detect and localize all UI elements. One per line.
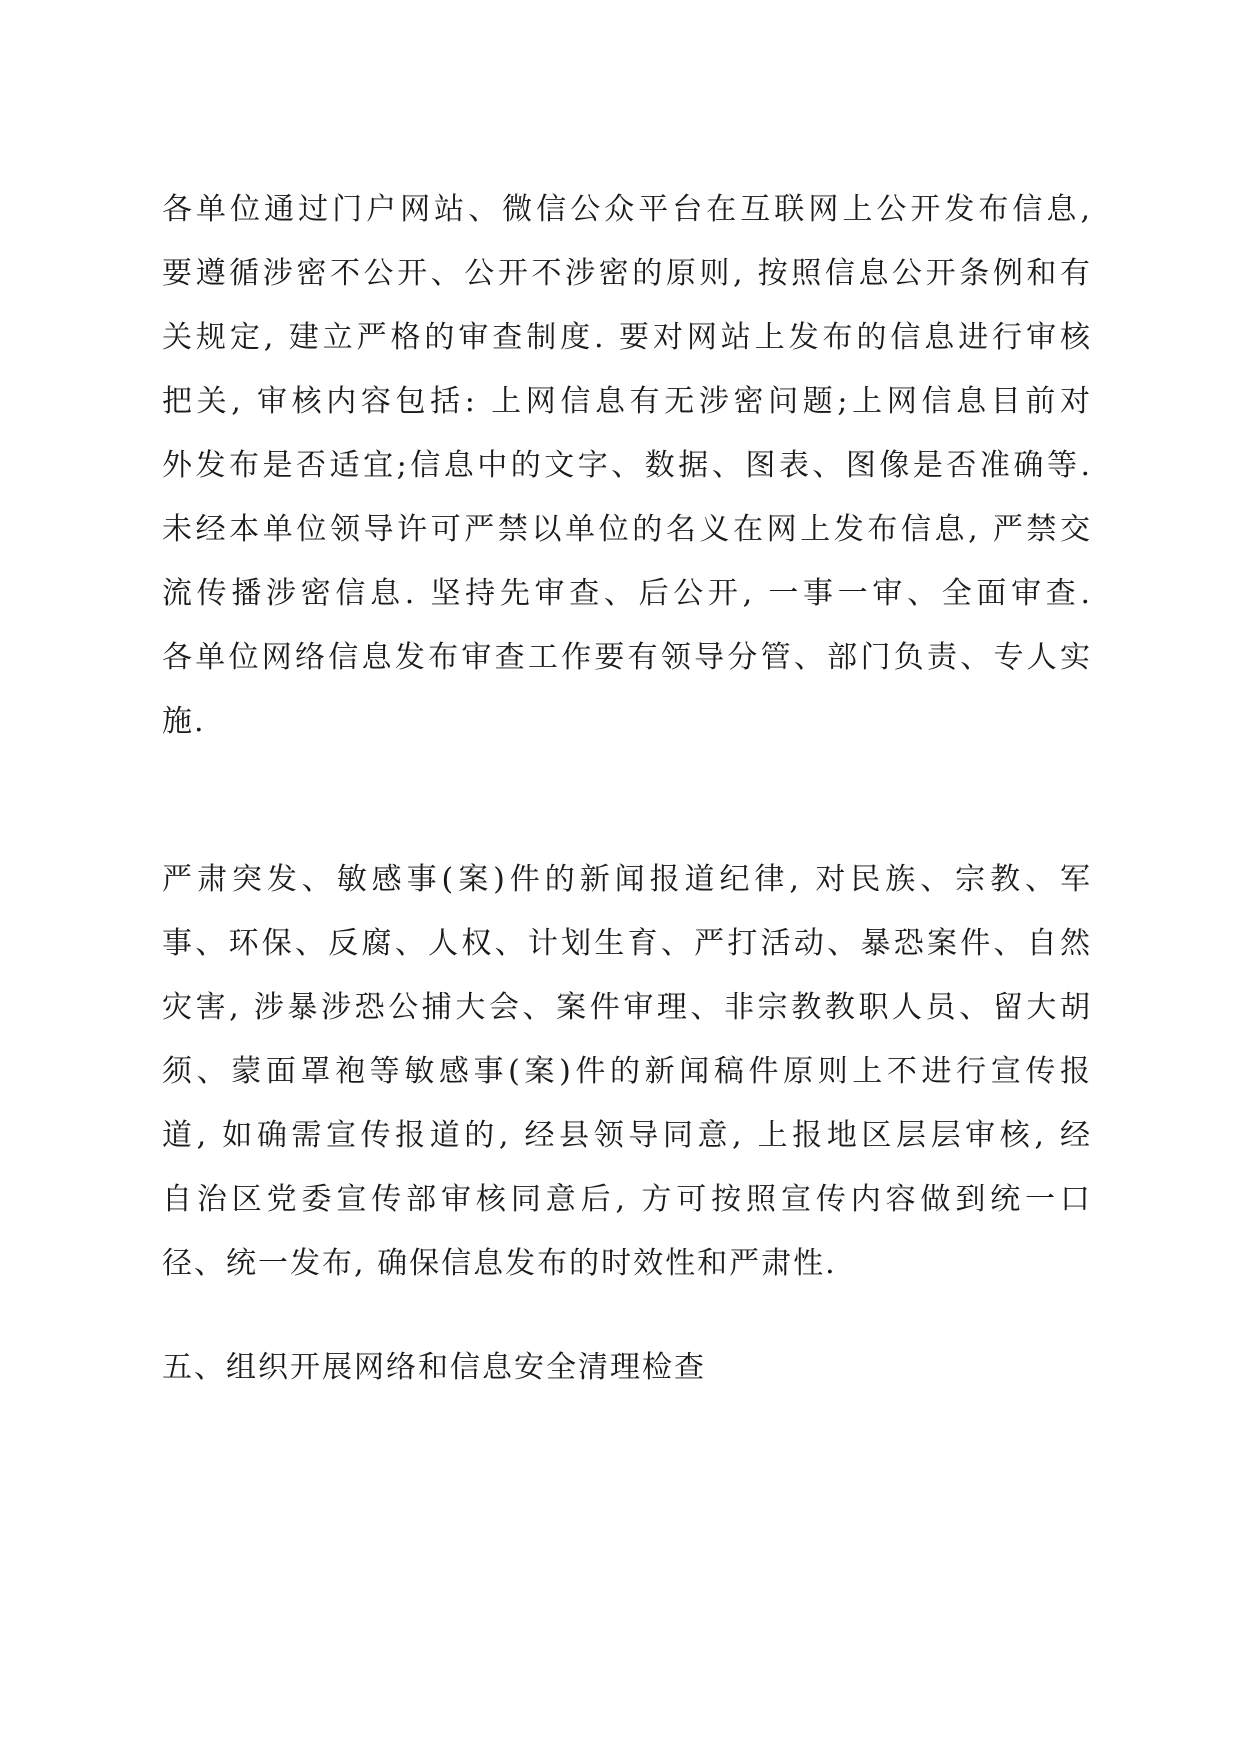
paragraph-line: 流传播涉密信息. 坚持先审查、后公开, 一事一审、全面审查. bbox=[162, 576, 1092, 611]
paragraph-line: 外发布是否适宜;信息中的文字、数据、图表、图像是否准确等. bbox=[162, 448, 1092, 483]
paragraph-line: 须、蒙面罩袍等敏感事(案)件的新闻稿件原则上不进行宣传报 bbox=[162, 1054, 1092, 1089]
paragraph-line: 灾害, 涉暴涉恐公捕大会、案件审理、非宗教教职人员、留大胡 bbox=[162, 990, 1092, 1025]
paragraph-line: 径、统一发布, 确保信息发布的时效性和严肃性. bbox=[162, 1246, 837, 1281]
paragraph-line: 关规定, 建立严格的审查制度. 要对网站上发布的信息进行审核 bbox=[162, 320, 1092, 355]
paragraph-line: 未经本单位领导许可严禁以单位的名义在网上发布信息, 严禁交 bbox=[162, 512, 1092, 547]
section-heading: 五、组织开展网络和信息安全清理检查 bbox=[162, 1350, 706, 1385]
paragraph-line: 事、环保、反腐、人权、计划生育、严打活动、暴恐案件、自然 bbox=[162, 926, 1092, 961]
paragraph-line: 要遵循涉密不公开、公开不涉密的原则, 按照信息公开条例和有 bbox=[162, 256, 1092, 291]
paragraph-line: 把关, 审核内容包括: 上网信息有无涉密问题;上网信息目前对 bbox=[162, 384, 1092, 419]
paragraph-line: 各单位通过门户网站、微信公众平台在互联网上公开发布信息, bbox=[162, 192, 1092, 227]
paragraph-line: 各单位网络信息发布审查工作要有领导分管、部门负责、专人实 bbox=[162, 640, 1092, 675]
paragraph-line: 自治区党委宣传部审核同意后, 方可按照宣传内容做到统一口 bbox=[162, 1182, 1092, 1217]
paragraph-line: 严肃突发、敏感事(案)件的新闻报道纪律, 对民族、宗教、军 bbox=[162, 862, 1092, 897]
paragraph-line: 施. bbox=[162, 704, 206, 739]
paragraph-line: 道, 如确需宣传报道的, 经县领导同意, 上报地区层层审核, 经 bbox=[162, 1118, 1092, 1153]
